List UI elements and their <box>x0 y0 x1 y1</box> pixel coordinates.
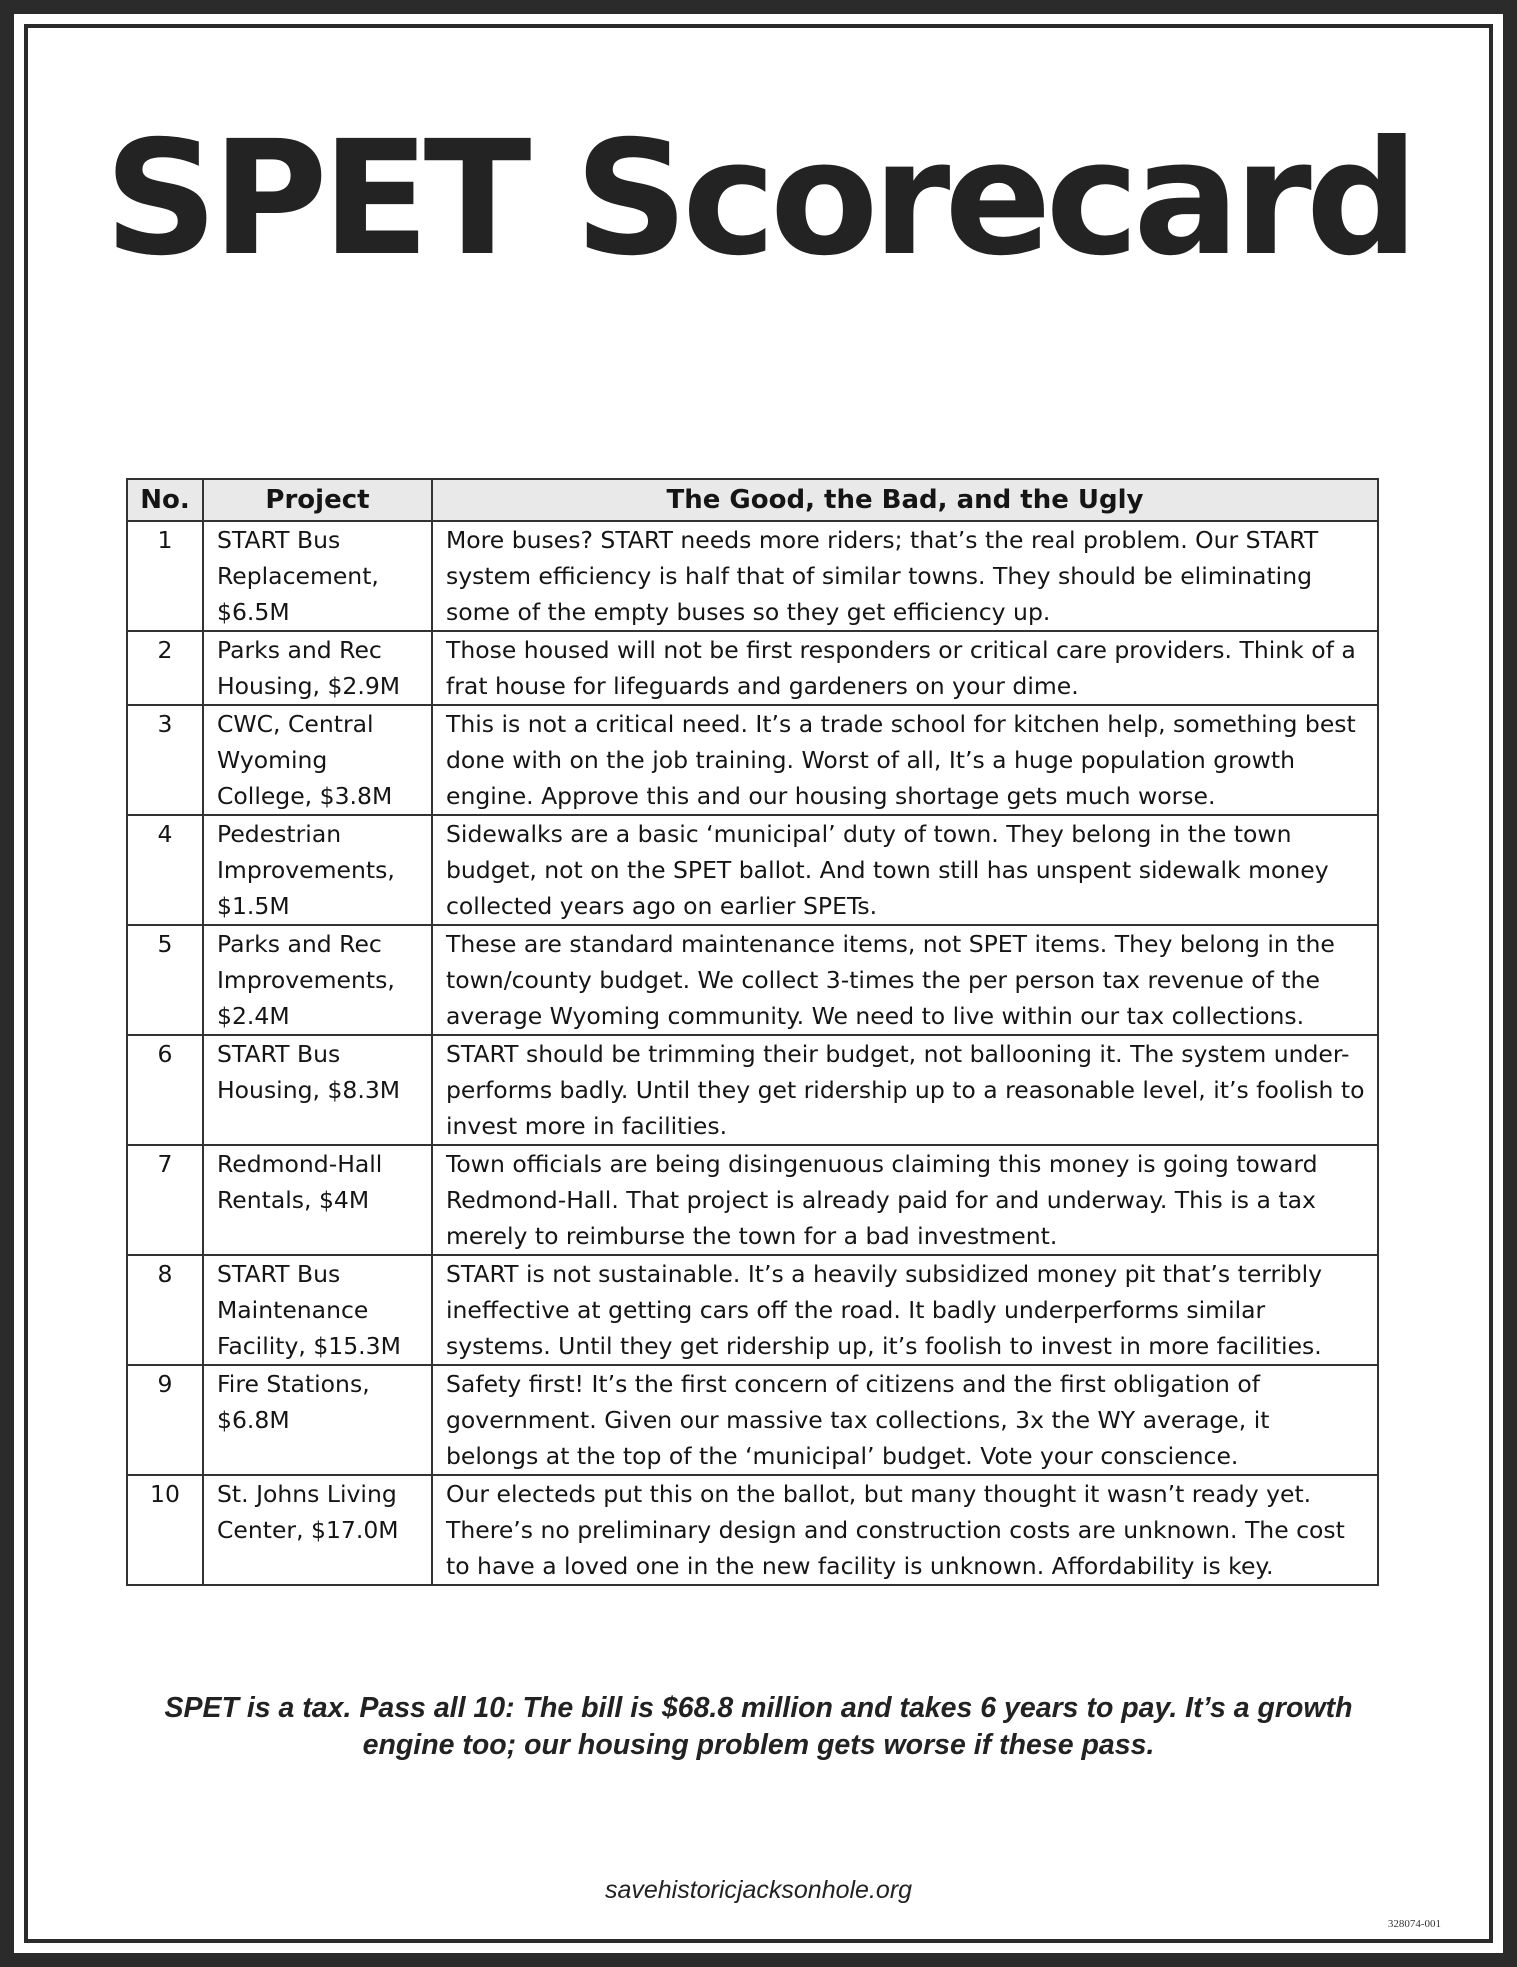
table-row <box>127 1145 1378 1255</box>
row-number: 2 <box>127 631 203 705</box>
row-comment: START should be trimming their budget, not ballooning it. The system under-performs badly. Until they get ridership up to a reasonable level, it’s foolish to invest more in facilities. <box>432 1035 1378 1145</box>
table-header-row <box>127 479 1378 521</box>
row-number: 9 <box>127 1365 203 1475</box>
table-row <box>127 1035 1378 1145</box>
row-comment: Town officials are being disingenuous claiming this money is going toward Redmond-Hall. That project is already paid for and underway. This is a tax merely to reimburse the town for a bad investment. <box>432 1145 1378 1255</box>
row-project: START Bus Maintenance Facility, $15.3M <box>203 1255 432 1365</box>
row-number: 3 <box>127 705 203 815</box>
row-comment: This is not a critical need. It’s a trade school for kitchen help, something best done with on the job training. Worst of all, It’s a huge population growth engine. Approve this and our housing shortage gets much worse. <box>432 705 1378 815</box>
table-row <box>127 521 1378 631</box>
row-project: Pedestrian Improvements, $1.5M <box>203 815 432 925</box>
scorecard-table <box>126 478 1379 1586</box>
page-title: SPET Scorecard <box>104 107 1413 291</box>
row-project: START Bus Housing, $8.3M <box>203 1035 432 1145</box>
header-comment: The Good, the Bad, and the Ugly <box>432 479 1378 521</box>
row-comment: Safety first! It’s the first concern of citizens and the first obligation of government. Given our massive tax collections, 3x the WY average, it belongs at the top of the ‘municipal’ budget. Vote your conscience. <box>432 1365 1378 1475</box>
row-project: St. Johns Living Center, $17.0M <box>203 1475 432 1585</box>
footer-note: SPET is a tax. Pass all 10: The bill is $68.8 million and takes 6 years to pay. It’s a growth engine too; our housing problem gets worse if these pass. <box>164 1692 1353 1761</box>
row-project: CWC, Central Wyoming College, $3.8M <box>203 705 432 815</box>
table-row <box>127 631 1378 705</box>
row-comment: These are standard maintenance items, not SPET items. They belong in the town/county budget. We collect 3-times the per person tax revenue of the average Wyoming community. We need to live within our tax collections. <box>432 925 1378 1035</box>
header-no: No. <box>127 479 203 521</box>
row-number: 10 <box>127 1475 203 1585</box>
row-project: Parks and Rec Housing, $2.9M <box>203 631 432 705</box>
table-row <box>127 705 1378 815</box>
row-comment: Those housed will not be first responders or critical care providers. Think of a frat house for lifeguards and gardeners on your dime. <box>432 631 1378 705</box>
header-project: Project <box>203 479 432 521</box>
row-number: 4 <box>127 815 203 925</box>
table-row <box>127 925 1378 1035</box>
row-number: 6 <box>127 1035 203 1145</box>
row-number: 5 <box>127 925 203 1035</box>
row-project: START Bus Replacement, $6.5M <box>203 521 432 631</box>
table-row <box>127 1475 1378 1585</box>
row-project: Parks and Rec Improvements, $2.4M <box>203 925 432 1035</box>
row-comment: START is not sustainable. It’s a heavily subsidized money pit that’s terribly ineffective at getting cars off the road. It badly underperforms similar systems. Until they get ridership up, it’s foolish to invest in more facilities. <box>432 1255 1378 1365</box>
document-code: 328074-001 <box>1387 1918 1441 1930</box>
row-number: 1 <box>127 521 203 631</box>
table-row <box>127 1255 1378 1365</box>
row-number: 8 <box>127 1255 203 1365</box>
row-number: 7 <box>127 1145 203 1255</box>
row-project: Redmond-Hall Rentals, $4M <box>203 1145 432 1255</box>
row-comment: Our electeds put this on the ballot, but many thought it wasn’t ready yet. There’s no preliminary design and construction costs are unknown. The cost to have a loved one in the new facility is unknown. Affordability is key. <box>432 1475 1378 1585</box>
table-row <box>127 815 1378 925</box>
website-url: savehistoricjacksonhole.org <box>604 1876 913 1904</box>
row-project: Fire Stations, $6.8M <box>203 1365 432 1475</box>
table-row <box>127 1365 1378 1475</box>
row-comment: Sidewalks are a basic ‘municipal’ duty of town. They belong in the town budget, not on the SPET ballot. And town still has unspent sidewalk money collected years ago on earlier SPETs. <box>432 815 1378 925</box>
row-comment: More buses? START needs more riders; that’s the real problem. Our START system efficiency is half that of similar towns. They should be eliminating some of the empty buses so they get efficiency up. <box>432 521 1378 631</box>
